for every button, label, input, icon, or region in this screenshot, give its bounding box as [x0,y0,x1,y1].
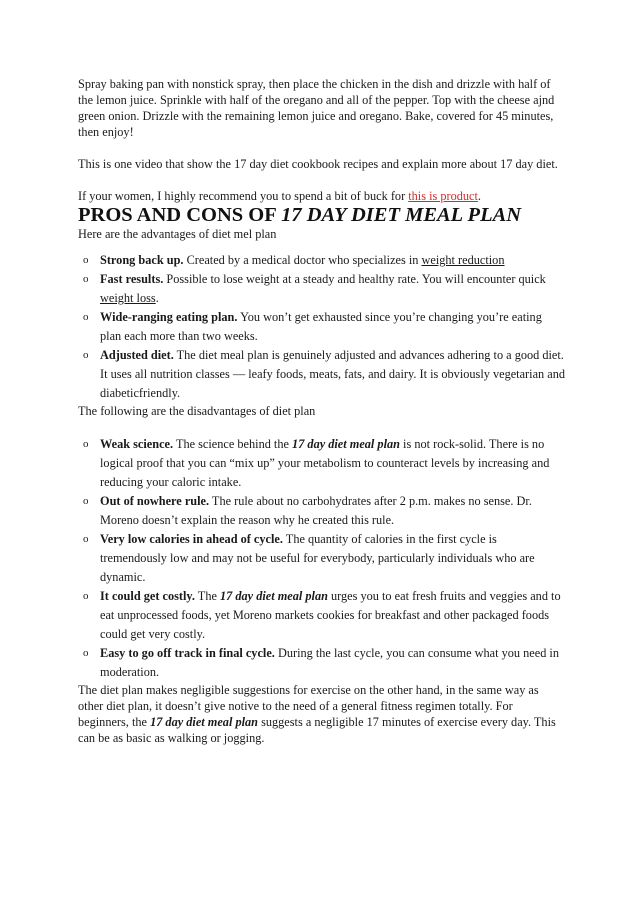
bullet-icon: o [83,254,89,266]
item-text: The [194,589,220,603]
item-text: During the last cycle, you can consume what you need in moderation. [100,646,559,679]
item-title: Adjusted diet. [100,348,174,362]
item-emphasis: 17 day diet meal plan [292,437,400,451]
bullet-icon: o [83,495,89,507]
list-item [78,644,566,682]
cons-list [78,435,566,682]
weight-reduction-link[interactable]: weight reduction [421,253,505,267]
product-link[interactable]: this is product [408,189,478,203]
recommend-text: If your women, I highly recommend you to spend a bit of buck for [78,189,409,203]
section-heading [78,204,566,226]
item-title: It could get costly. [100,589,195,603]
bullet-icon: o [83,311,89,323]
list-item [78,492,566,530]
item-text-2: urges you to eat fresh fruits and veggies and to eat unprocessed foods, yet Moreno markets cookies for breakfast and other packaged foods could get very costly. [100,589,561,641]
item-title: Strong back up. [100,253,184,267]
bullet-icon: o [83,647,89,659]
list-item [78,270,566,308]
recipe-paragraph: Spray baking pan with nonstick spray, then place the chicken in the dish and drizzle with half of the lemon juice. Sprinkle with half of the oregano and all of the pepper. Top with the cheese ajnd green onion. Drizzle with the remaining lemon juice and oregano. Bake, covered for 45 minutes, then enjoy! [78,77,555,139]
item-title: Out of nowhere rule. [100,494,210,508]
heading-italic: 17 DAY DIET MEAL PLAN [281,204,522,226]
item-title: Wide-ranging eating plan. [100,310,238,324]
closing-paragraph [78,682,566,746]
list-item [78,587,566,644]
closing-text: The diet plan makes negligible suggestions for exercise on the other hand, in the same way as other diet plan, it doesn’t give notive to the need of a general fitness regimen totally. For beginners, the [78,683,539,729]
item-title: Fast results. [100,272,164,286]
item-text: The rule about no carbohydrates after 2 p.m. makes no sense. Dr. Moreno doesn’t explain the reason why he created this rule. [100,494,532,527]
item-text: The science behind the [173,437,293,451]
bullet-icon: o [83,533,89,545]
document-page [78,76,566,746]
list-item [78,308,566,346]
item-text: Possible to lose weight at a steady and healthy rate. You will encounter quick [163,272,546,286]
recommend-paragraph [78,188,566,204]
pros-intro: Here are the advantages of diet mel plan [78,227,277,241]
closing-text-2: suggests a negligible 17 minutes of exercise every day. This can be as basic as walking or jogging. [78,715,556,745]
pros-list [78,251,566,403]
list-item [78,346,566,403]
bullet-icon: o [83,590,89,602]
bullet-icon: o [83,438,89,450]
closing-emphasis: 17 day diet meal plan [150,715,258,729]
cons-intro: The following are the disadvantages of diet plan [78,404,316,418]
item-title: Weak science. [100,437,174,451]
item-title: Easy to go off track in final cycle. [100,646,275,660]
video-paragraph: This is one video that show the 17 day diet cookbook recipes and explain more about 17 day diet. [78,157,558,171]
item-after: . [155,291,159,305]
bullet-icon: o [83,349,89,361]
item-text: Created by a medical doctor who specializes in [183,253,422,267]
list-item [78,435,566,492]
item-text: The diet meal plan is genuinely adjusted and advances adhering to a good diet. It uses all nutrition classes — leafy foods, meats, fats, and dairy. It is obviously vegetarian and diabeticfriendly. [100,348,566,400]
item-title: Very low calories in ahead of cycle. [100,532,283,546]
item-text: You won’t get exhausted since you’re changing you’re eating plan each more than two weeks. [100,310,542,343]
list-item [78,530,566,587]
list-item [78,251,566,270]
item-text-2: is not rock-solid. There is no logical proof that you can “mix up” your metabolism to counteract levels by increasing and reducing your caloric intake. [100,437,550,489]
weight-loss-link[interactable]: weight loss [100,291,156,305]
item-text: The quantity of calories in the first cycle is tremendously low and may not be useful for everybody, particularly individuals who are dynamic. [100,532,535,584]
bullet-icon: o [83,273,89,285]
item-emphasis: 17 day diet meal plan [220,589,328,603]
recommend-suffix: . [477,189,481,203]
heading-prefix: PROS AND CONS OF [78,204,282,226]
